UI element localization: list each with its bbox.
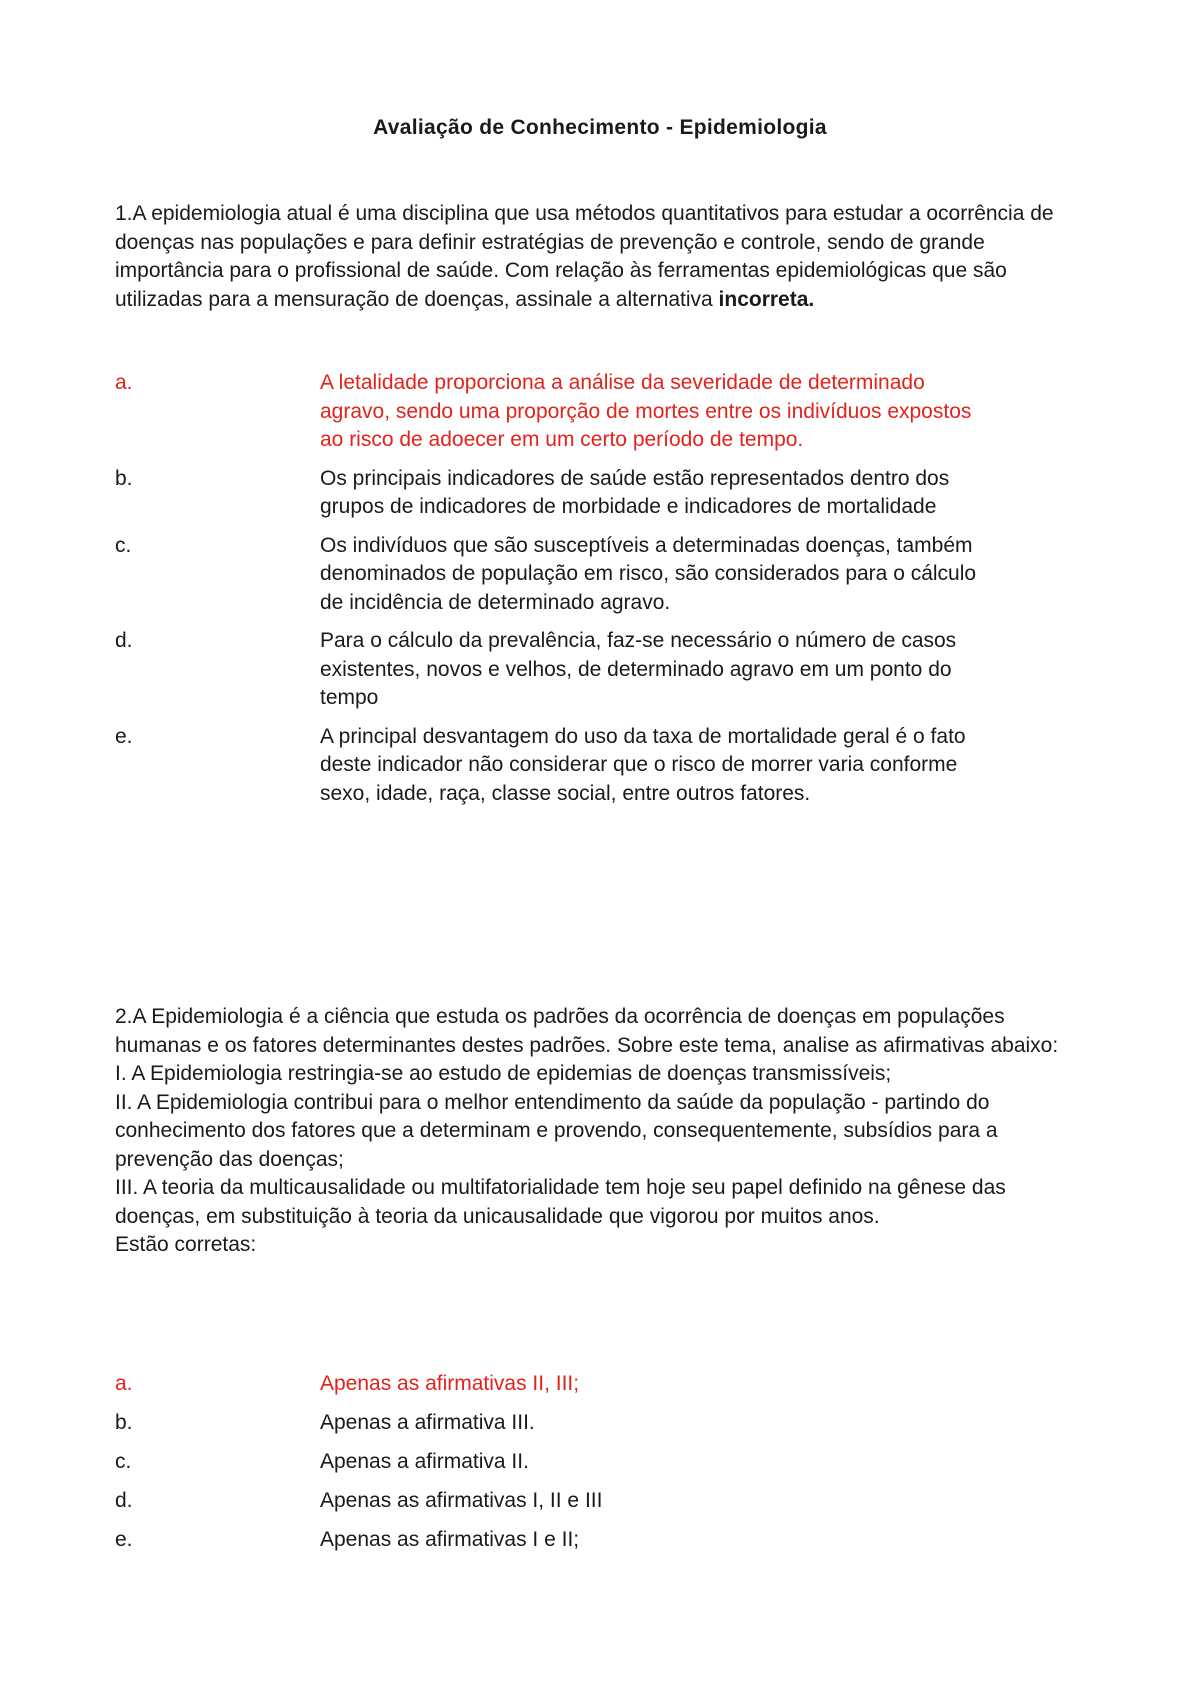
question-2-option-e [0, 1526, 1200, 1555]
option-letter: e. [115, 724, 133, 748]
option-text: A principal desvantagem do uso da taxa de mortalidade geral é o fato deste indicador não considerar que o risco de morrer varia conforme sexo, idade, raça, classe social, entre outros fatores. [320, 724, 966, 805]
option-letter: d. [115, 1489, 133, 1512]
option-letter: d. [115, 629, 133, 652]
option-text: Para o cálculo da prevalência, faz-se necessário o número de casos existentes, novos e velhos, de determinado agravo em um ponto do tempo [320, 629, 957, 709]
option-letter: c. [115, 1450, 132, 1473]
option-text: Apenas a afirmativa II. [320, 1450, 529, 1473]
question-2-statement-iii: III. A teoria da multicausalidade ou multifatorialidade tem hoje seu papel definido na gênese das doenças, em substituição à teoria da unicausalidade que vigorou por muitos anos. [115, 1176, 1006, 1228]
option-letter: b. [115, 1411, 133, 1434]
question-2-intro: 2.A Epidemiologia é a ciência que estuda os padrões da ocorrência de doenças em populações humanas e os fatores determinantes destes padrões. Sobre este tema, analise as afirmativas abaixo: [115, 1005, 1059, 1057]
question-1-option-b [0, 465, 1200, 522]
option-text: Os principais indicadores de saúde estão representados dentro dos grupos de indicadores de morbidade e indicadores de mortalidade [320, 466, 950, 518]
question-2-option-b [0, 1409, 1200, 1438]
option-letter: a. [115, 1372, 133, 1395]
question-2-statement-i: I. A Epidemiologia restringia-se ao estudo de epidemias de doenças transmissíveis; [115, 1062, 892, 1085]
question-1-stem [115, 200, 1095, 314]
question-2-option-c [0, 1448, 1200, 1477]
question-1-option-a [0, 369, 1200, 455]
option-text: Apenas as afirmativas I, II e III [320, 1489, 603, 1512]
question-2-option-d [0, 1487, 1200, 1516]
question-1-emphasis: incorreta. [718, 287, 815, 311]
question-2-options [0, 1370, 1200, 1565]
question-1-option-e [0, 723, 1200, 809]
question-1-stem-text: 1.A epidemiologia atual é uma disciplina que usa métodos quantitativos para estudar a ocorrência de doenças nas populações e para definir estratégias de prevenção e controle, sendo de grande importância para o profissional de saúde. Com relação às ferramentas epidemiológicas que são utilizadas para a mensuração de doenças, assinale a alternativa [115, 202, 1054, 311]
option-letter: b. [115, 466, 133, 490]
question-2-statement-ii: II. A Epidemiologia contribui para o melhor entendimento da saúde da população - partindo do conhecimento dos fatores que a determinam e provendo, consequentemente, subsídios para a prevenção das doenças; [115, 1090, 998, 1171]
option-text: Apenas a afirmativa III. [320, 1411, 535, 1434]
option-letter: a. [115, 371, 133, 394]
page-title: Avaliação de Conhecimento - Epidemiologia [373, 116, 827, 139]
question-1-options [0, 369, 1200, 818]
option-letter: e. [115, 1528, 133, 1551]
question-2-stem [115, 1003, 1095, 1260]
question-2-prompt: Estão corretas: [115, 1233, 257, 1256]
option-text: A letalidade proporciona a análise da severidade de determinado agravo, sendo uma proporção de mortes entre os indivíduos expostos ao risco de adoecer em um certo período de tempo. [320, 371, 972, 451]
question-2-option-a [0, 1370, 1200, 1399]
option-text: Os indivíduos que são susceptíveis a determinadas doenças, também denominados de população em risco, são considerados para o cálculo de incidência de determinado agravo. [320, 533, 977, 614]
question-1-option-c [0, 532, 1200, 618]
option-text: Apenas as afirmativas I e II; [320, 1528, 580, 1551]
question-1-text [115, 200, 1095, 314]
option-text: Apenas as afirmativas II, III; [320, 1372, 580, 1395]
question-1-option-d [0, 627, 1200, 713]
option-letter: c. [115, 533, 132, 557]
